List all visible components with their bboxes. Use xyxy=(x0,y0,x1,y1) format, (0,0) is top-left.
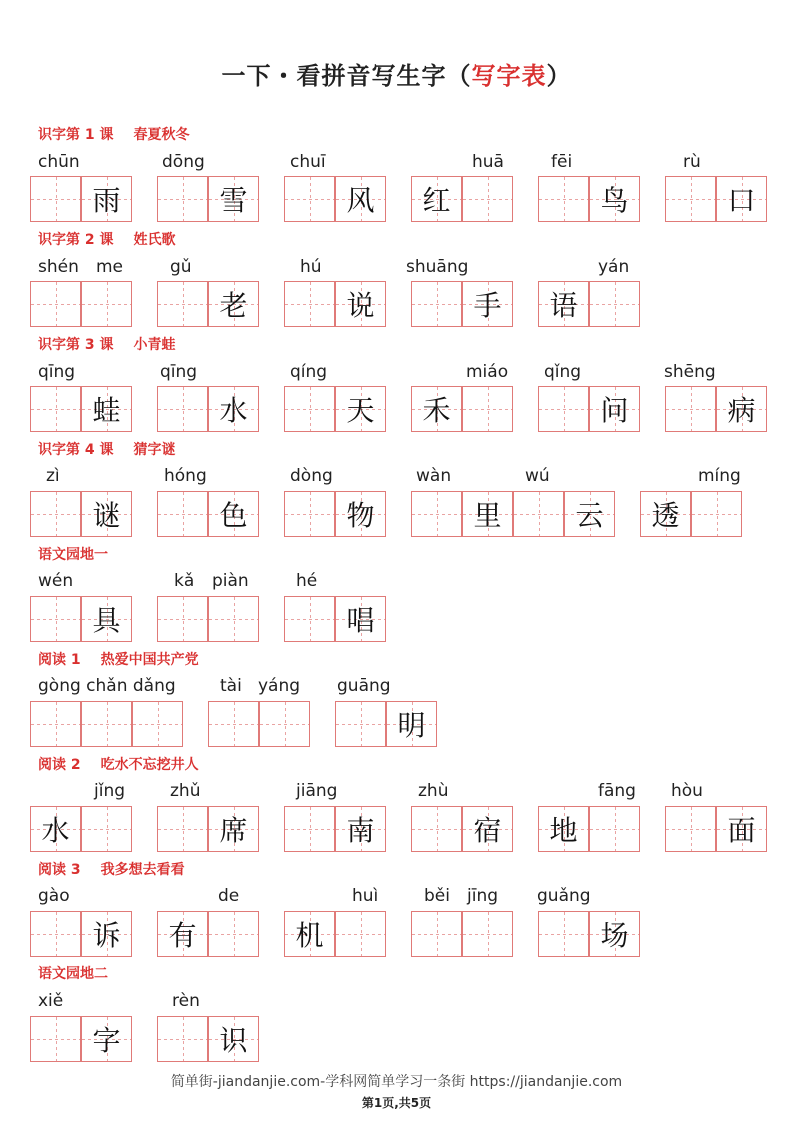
writing-grid-cell: 字 xyxy=(81,1016,132,1062)
writing-grid-cell xyxy=(462,176,513,222)
writing-grid-cell: 水 xyxy=(30,806,81,852)
writing-grid-cell xyxy=(284,386,335,432)
writing-grid-cell xyxy=(30,701,81,747)
pinyin: míng xyxy=(698,466,741,486)
writing-grid-cell: 口 xyxy=(716,176,767,222)
pinyin: zhù xyxy=(418,781,449,801)
writing-grid-cell: 宿 xyxy=(462,806,513,852)
writing-grid-cell xyxy=(513,491,564,537)
writing-grid-cell xyxy=(157,596,208,642)
writing-grid-cell xyxy=(208,596,259,642)
writing-grid-cell: 识 xyxy=(208,1016,259,1062)
writing-grid-cell xyxy=(30,176,81,222)
writing-grid-cell: 物 xyxy=(335,491,386,537)
writing-grid-cell: 诉 xyxy=(81,911,132,957)
writing-grid-cell xyxy=(157,386,208,432)
writing-grid-cell xyxy=(462,911,513,957)
writing-grid-cell xyxy=(284,281,335,327)
pinyin: rù xyxy=(683,152,701,172)
pinyin: zì xyxy=(46,466,60,486)
pinyin: yán xyxy=(598,257,630,277)
writing-grid-cell xyxy=(538,386,589,432)
writing-grid-cell: 云 xyxy=(564,491,615,537)
pinyin: gòng chǎn dǎng xyxy=(38,676,176,696)
writing-grid-cell: 天 xyxy=(335,386,386,432)
pinyin: chuī xyxy=(290,152,326,172)
lesson-heading: 语文园地二 xyxy=(38,966,108,982)
writing-grid-cell xyxy=(665,386,716,432)
writing-grid-cell xyxy=(132,701,183,747)
pinyin: wú xyxy=(525,466,550,486)
pinyin: qīng xyxy=(38,362,76,382)
writing-grid-cell xyxy=(411,281,462,327)
writing-grid-cell xyxy=(411,806,462,852)
writing-grid-cell xyxy=(30,491,81,537)
writing-grid-cell xyxy=(208,911,259,957)
writing-grid-cell: 唱 xyxy=(335,596,386,642)
writing-grid-cell xyxy=(157,281,208,327)
pinyin: de xyxy=(218,886,240,906)
pinyin: jǐng xyxy=(94,781,126,801)
pinyin: yáng xyxy=(258,676,301,696)
writing-grid-cell xyxy=(259,701,310,747)
writing-grid-cell xyxy=(335,911,386,957)
writing-grid-cell: 谜 xyxy=(81,491,132,537)
lesson-heading: 识字第 3 课 小青蛙 xyxy=(38,337,176,353)
pinyin: me xyxy=(96,257,124,277)
writing-grid-cell: 鸟 xyxy=(589,176,640,222)
writing-grid-cell: 说 xyxy=(335,281,386,327)
footer-watermark: 简单街-jiandanjie.com-学科网简单学习一条街 https://jiandanjie.com xyxy=(170,1074,623,1090)
writing-grid-cell: 场 xyxy=(589,911,640,957)
writing-grid-cell xyxy=(538,911,589,957)
writing-grid-cell: 红 xyxy=(411,176,462,222)
writing-grid-cell: 手 xyxy=(462,281,513,327)
lesson-heading: 识字第 4 课 猜字谜 xyxy=(38,442,176,458)
writing-grid-cell xyxy=(208,701,259,747)
pinyin: hòu xyxy=(671,781,703,801)
writing-grid-cell xyxy=(157,491,208,537)
writing-grid-cell xyxy=(665,806,716,852)
writing-grid-cell xyxy=(81,281,132,327)
writing-grid-cell: 病 xyxy=(716,386,767,432)
pinyin: rèn xyxy=(172,991,200,1011)
pinyin: fēi xyxy=(551,152,573,172)
pinyin: guāng xyxy=(337,676,391,696)
writing-grid-cell xyxy=(81,701,132,747)
writing-grid-cell: 雨 xyxy=(81,176,132,222)
writing-grid-cell xyxy=(462,386,513,432)
lesson-heading: 识字第 2 课 姓氏歌 xyxy=(38,232,176,248)
writing-grid-cell xyxy=(30,911,81,957)
writing-grid-cell: 老 xyxy=(208,281,259,327)
writing-grid-cell xyxy=(284,491,335,537)
writing-grid-cell xyxy=(411,491,462,537)
lesson-heading: 阅读 1 热爱中国共产党 xyxy=(38,652,199,668)
pinyin: jīng xyxy=(467,886,499,906)
writing-grid-cell: 色 xyxy=(208,491,259,537)
writing-grid-cell xyxy=(30,596,81,642)
pinyin: qīng xyxy=(160,362,198,382)
lesson-heading: 识字第 1 课 春夏秋冬 xyxy=(38,127,190,143)
pinyin: piàn xyxy=(212,571,249,591)
writing-grid-cell: 禾 xyxy=(411,386,462,432)
pinyin: shēng xyxy=(664,362,716,382)
writing-grid-cell: 里 xyxy=(462,491,513,537)
pinyin: wén xyxy=(38,571,74,591)
writing-grid-cell: 雪 xyxy=(208,176,259,222)
pinyin: shuāng xyxy=(406,257,469,277)
writing-grid-cell xyxy=(30,281,81,327)
writing-grid-cell: 有 xyxy=(157,911,208,957)
pinyin: shén xyxy=(38,257,79,277)
writing-grid-cell: 风 xyxy=(335,176,386,222)
writing-grid-cell xyxy=(157,176,208,222)
pinyin: fāng xyxy=(598,781,636,801)
writing-grid-cell: 具 xyxy=(81,596,132,642)
pinyin: hóng xyxy=(164,466,207,486)
writing-grid-cell: 南 xyxy=(335,806,386,852)
writing-grid-cell xyxy=(538,176,589,222)
writing-grid-cell: 问 xyxy=(589,386,640,432)
lesson-heading: 阅读 2 吃水不忘挖井人 xyxy=(38,757,199,773)
lesson-heading: 语文园地一 xyxy=(38,547,108,563)
writing-grid-cell xyxy=(157,806,208,852)
writing-grid-cell: 水 xyxy=(208,386,259,432)
pinyin: zhǔ xyxy=(170,781,201,801)
writing-grid-cell: 明 xyxy=(386,701,437,747)
writing-grid-cell: 席 xyxy=(208,806,259,852)
pinyin: gào xyxy=(38,886,70,906)
writing-grid-cell xyxy=(157,1016,208,1062)
pinyin: xiě xyxy=(38,991,64,1011)
writing-grid-cell: 蛙 xyxy=(81,386,132,432)
pinyin: gǔ xyxy=(170,257,192,277)
pinyin: chūn xyxy=(38,152,80,172)
pinyin: wàn xyxy=(416,466,452,486)
writing-grid-cell: 透 xyxy=(640,491,691,537)
writing-grid-cell xyxy=(30,1016,81,1062)
writing-grid-cell xyxy=(81,806,132,852)
pinyin: qǐng xyxy=(544,362,582,382)
lesson-heading: 阅读 3 我多想去看看 xyxy=(38,862,185,878)
writing-grid-cell: 面 xyxy=(716,806,767,852)
pinyin: guǎng xyxy=(537,886,591,906)
pinyin: běi xyxy=(424,886,450,906)
writing-grid-cell xyxy=(284,596,335,642)
writing-grid-cell: 地 xyxy=(538,806,589,852)
pinyin: tài xyxy=(220,676,242,696)
pinyin: huā xyxy=(472,152,504,172)
pinyin: huì xyxy=(352,886,379,906)
writing-grid-cell xyxy=(411,911,462,957)
writing-grid-cell xyxy=(30,386,81,432)
pinyin: qíng xyxy=(290,362,328,382)
pinyin: hé xyxy=(296,571,318,591)
pinyin: dòng xyxy=(290,466,333,486)
writing-grid-cell xyxy=(335,701,386,747)
writing-grid-cell xyxy=(284,176,335,222)
page-title: 一下・看拼音写生字（写字表） xyxy=(221,62,572,90)
pinyin: hú xyxy=(300,257,322,277)
writing-grid-cell xyxy=(284,806,335,852)
pinyin: kǎ xyxy=(174,571,195,591)
page-number: 第1页,共5页 xyxy=(361,1096,432,1110)
pinyin: miáo xyxy=(466,362,509,382)
writing-grid-cell xyxy=(589,806,640,852)
writing-grid-cell xyxy=(589,281,640,327)
writing-grid-cell: 语 xyxy=(538,281,589,327)
writing-grid-cell: 机 xyxy=(284,911,335,957)
pinyin: jiāng xyxy=(296,781,338,801)
writing-grid-cell xyxy=(691,491,742,537)
pinyin: dōng xyxy=(162,152,205,172)
writing-grid-cell xyxy=(665,176,716,222)
